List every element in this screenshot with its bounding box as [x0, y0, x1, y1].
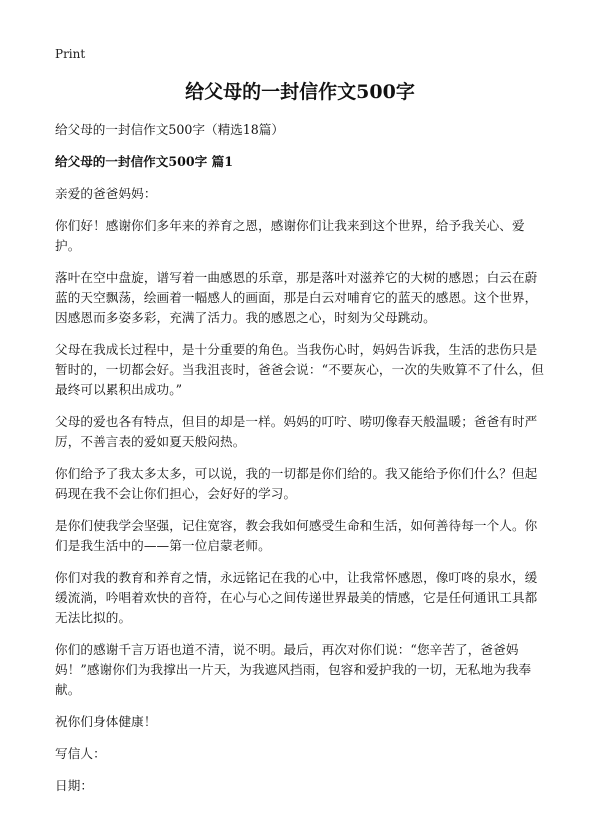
- date-label: 日期：: [55, 778, 94, 793]
- body-paragraph: 你们的感谢千言万语也道不清，说不明。最后，再次对你们说：“您辛苦了，爸爸妈妈！”感谢你们为我撑出一片天，为我遮风挡雨，包容和爱护我的一切，无私地为我奉献。: [55, 642, 532, 697]
- greeting-paragraph: 亲爱的爸爸妈妈：: [55, 186, 157, 201]
- body-paragraph: 落叶在空中盘旋，谱写着一曲感恩的乐章，那是落叶对滋养它的大树的感恩；白云在蔚蓝的天空飘荡，绘画着一幅感人的画面，那是白云对哺育它的蓝天的感恩。这个世界，因感恩而多姿多彩，充满了活力。我的感恩之心，时刻为父母跳动。: [55, 270, 538, 325]
- signature-label: 写信人：: [55, 746, 106, 761]
- article-body: [55, 120, 550, 808]
- section-title: 给父母的一封信作文500字 篇1: [55, 154, 233, 169]
- print-link[interactable]: Print: [55, 47, 86, 61]
- body-paragraph: 你们对我的教育和养育之情，永远铭记在我的心中，让我常怀感恩，像叮咚的泉水，缓缓流淌，吟唱着欢快的音符，在心与心之间传递世界最美的情感，它是任何通讯工具都无法比拟的。: [55, 570, 538, 625]
- page-title: 给父母的一封信作文500字: [185, 81, 415, 103]
- body-paragraph: 父母在我成长过程中，是十分重要的角色。当我伤心时，妈妈告诉我，生活的悲伤只是暂时的，一切都会好。当我沮丧时，爸爸会说：“不要灰心，一次的失败算不了什么，但最终可以累积出成功。”: [55, 342, 544, 397]
- body-paragraph: 你们给予了我太多太多，可以说，我的一切都是你们给的。我又能给予你们什么？但起码现在我不会让你们担心，会好好的学习。: [55, 466, 538, 501]
- closing-wish: 祝你们身体健康！: [55, 714, 157, 729]
- article-subtitle: 给父母的一封信作文500字（精选18篇）: [55, 122, 284, 137]
- body-paragraph: 你们好！感谢你们多年来的养育之恩，感谢你们让我来到这个世界，给予我关心、爱护。: [55, 218, 525, 253]
- body-paragraph: 父母的爱也各有特点，但目的却是一样。妈妈的叮咛、唠叨像春天般温暖；爸爸有时严厉，不善言表的爱如夏天般闷热。: [55, 414, 538, 449]
- body-paragraph: 是你们使我学会坚强，记住宽容，教会我如何感受生命和生活，如何善待每一个人。你们是我生活中的——第一位启蒙老师。: [55, 518, 538, 553]
